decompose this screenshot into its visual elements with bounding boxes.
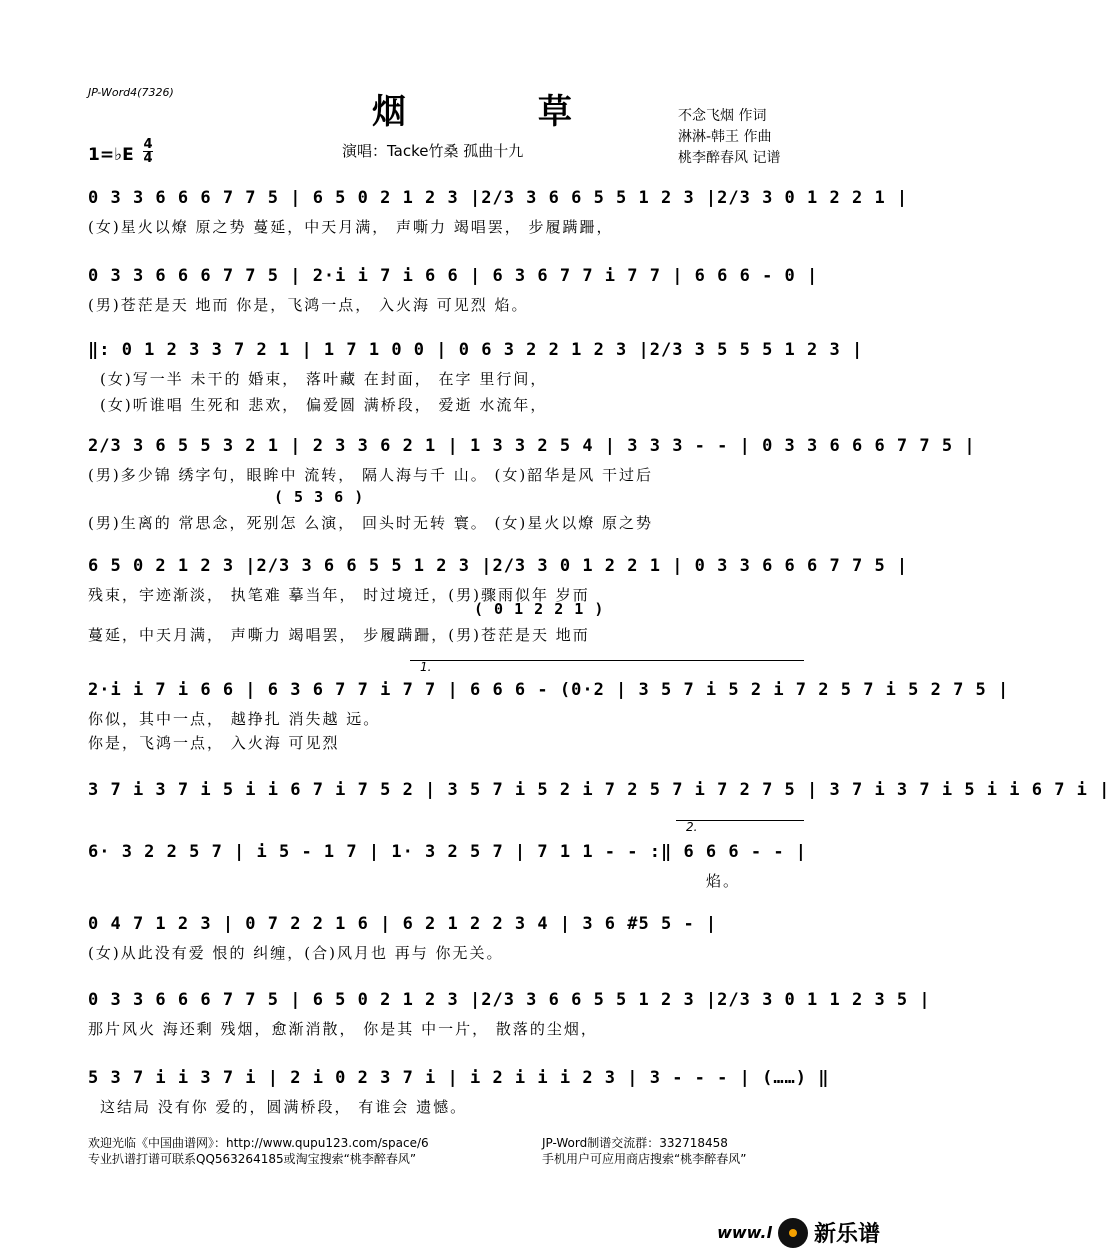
lyric-line-5b: 蔓延，中天月满， 声嘶力 竭唱罢， 步履蹒跚，(男)苍茫是天 地而 bbox=[88, 626, 590, 644]
song-title: 烟 草 bbox=[372, 92, 632, 132]
lyric-line-6b: 你是，飞鸿一点， 入火海 可见烈 bbox=[88, 734, 340, 752]
notation-line-11: 5 3 7 i i 3 7 i | 2 i 0 2 3 7 i | i 2 i i i 2 3 | 3 - - - | (……) ‖ bbox=[88, 1068, 830, 1088]
notation-line-5: 6 5 0 2 1 2 3 |2/3 3 6 6 5 5 1 2 3 |2/3 3 0 1 2 2 1 | 0 3 3 6 6 6 7 7 5 | bbox=[88, 556, 909, 576]
notation-line-4: 2/3 3 6 5 5 3 2 1 | 2 3 3 6 2 1 | 1 3 3 2 5 4 | 3 3 3 - - | 0 3 3 6 6 6 7 7 5 | bbox=[88, 436, 976, 456]
watermark-logo bbox=[717, 1217, 880, 1248]
lyric-line-1a: (女)星火以燎 原之势 蔓延，中天月满， 声嘶力 竭唱罢， 步履蹒跚， bbox=[88, 218, 614, 236]
transcriber-credit: 桃李醉春风 记谱 bbox=[678, 150, 781, 166]
watermark-url: www.l bbox=[717, 1223, 772, 1242]
notation-line-2: 0 3 3 6 6 6 7 7 5 | 2·i i 7 i 6 6 | 6 3 6 7 7 i 7 7 | 6 6 6 - 0 | bbox=[88, 266, 819, 286]
lyric-line-10a: 那片风火 海还剩 残烟，愈渐消散， 你是其 中一片， 散落的尘烟， bbox=[88, 1020, 598, 1038]
footer-contact: 专业扒谱打谱可联系QQ563264185或淘宝搜索“桃李醉春风” bbox=[88, 1152, 417, 1166]
lyric-line-3b: (女)听谁唱 生死和 悲欢， 偏爱圆 满桥段， 爱逝 水流年， bbox=[100, 396, 548, 414]
lyric-line-11a: 这结局 没有你 爱的，圆满桥段， 有谁会 遗憾。 bbox=[100, 1098, 468, 1116]
variant-annotation-2: ( 0 1 2 2 1 ) bbox=[474, 600, 605, 618]
notation-line-8: 6· 3 2 2 5 7 | i 5 - 1 7 | 1· 3 2 5 7 | 7 1 1 - - :‖ 6 6 6 - - | bbox=[88, 842, 808, 862]
volta-1-bracket bbox=[410, 660, 804, 661]
lyric-line-4b: (男)生离的 常思念，死别怎 么演， 回头时无转 寰。 (女)星火以燎 原之势 bbox=[88, 514, 654, 532]
lyric-line-6a: 你似，其中一点， 越挣扎 消失越 远。 bbox=[88, 710, 381, 728]
notation-line-7: 3 7 i 3 7 i 5 i i 6 7 i 7 5 2 | 3 5 7 i 5 2 i 7 2 5 7 i 7 2 7 5 | 3 7 i 3 7 i 5 i i 6 7 i | bbox=[88, 780, 1110, 800]
variant-annotation-1: ( 5 3 6 ) bbox=[274, 488, 365, 506]
lyric-line-8a: 焰。 bbox=[706, 872, 741, 890]
footer-website: 欢迎光临《中国曲谱网》：http://www.qupu123.com/space/6 bbox=[88, 1136, 429, 1150]
time-top: 4 bbox=[143, 137, 153, 152]
time-signature bbox=[143, 138, 153, 165]
notation-line-1: 0 3 3 6 6 6 7 7 5 | 6 5 0 2 1 2 3 |2/3 3 6 6 5 5 1 2 3 |2/3 3 0 1 2 2 1 | bbox=[88, 188, 909, 208]
lyric-line-5a: 残束，宇迹渐淡， 执笔难 摹当年， 时过境迁，(男)骤雨似年 岁而 bbox=[88, 586, 590, 604]
lyricist-credit: 不念飞烟 作词 bbox=[678, 108, 767, 124]
notation-line-3: ‖: 0 1 2 3 3 7 2 1 | 1 7 1 0 0 | 0 6 3 2 2 1 2 3 |2/3 3 5 5 5 1 2 3 | bbox=[88, 340, 864, 360]
watermark-brand: 新乐谱 bbox=[813, 1222, 880, 1247]
footer-group: JP-Word制谱交流群：332718458 bbox=[542, 1136, 728, 1150]
notation-line-6: 2·i i 7 i 6 6 | 6 3 6 7 7 i 7 7 | 6 6 6 - (0·2 | 3 5 7 i 5 2 i 7 2 5 7 i 5 2 7 5 | bbox=[88, 680, 1010, 700]
volta-1-label: 1. bbox=[420, 660, 432, 674]
performer-line: 演唱：Tacke竹桑 孤曲十九 bbox=[342, 142, 524, 160]
lyric-line-3a: (女)写一半 未干的 婚束， 落叶藏 在封面， 在字 里行间， bbox=[100, 370, 548, 388]
notation-line-10: 0 3 3 6 6 6 7 7 5 | 6 5 0 2 1 2 3 |2/3 3 6 6 5 5 1 2 3 |2/3 3 0 1 1 2 3 5 | bbox=[88, 990, 931, 1010]
footer-mobile: 手机用户可应用商店搜索“桃李醉春风” bbox=[542, 1152, 747, 1166]
software-label: JP-Word4(7326) bbox=[88, 86, 174, 99]
key-signature: 1=♭E bbox=[88, 145, 134, 165]
credits bbox=[678, 106, 780, 169]
volta-2-label: 2. bbox=[686, 820, 698, 834]
time-bottom: 4 bbox=[143, 151, 153, 166]
lyric-line-2a: (男)苍茫是天 地而 你是，飞鸿一点， 入火海 可见烈 焰。 bbox=[88, 296, 529, 314]
composer-credit: 淋淋-韩王 作曲 bbox=[678, 129, 772, 145]
lyric-line-4a: (男)多少锦 绣字句，眼眸中 流转， 隔人海与千 山。 (女)韶华是风 干过后 bbox=[88, 466, 654, 484]
record-disc-icon bbox=[778, 1218, 808, 1248]
lyric-line-9a: (女)从此没有爱 恨的 纠缠，(合)风月也 再与 你无关。 bbox=[88, 944, 504, 962]
notation-line-9: 0 4 7 1 2 3 | 0 7 2 2 1 6 | 6 2 1 2 2 3 4 | 3 6 #5 5 - | bbox=[88, 914, 718, 934]
